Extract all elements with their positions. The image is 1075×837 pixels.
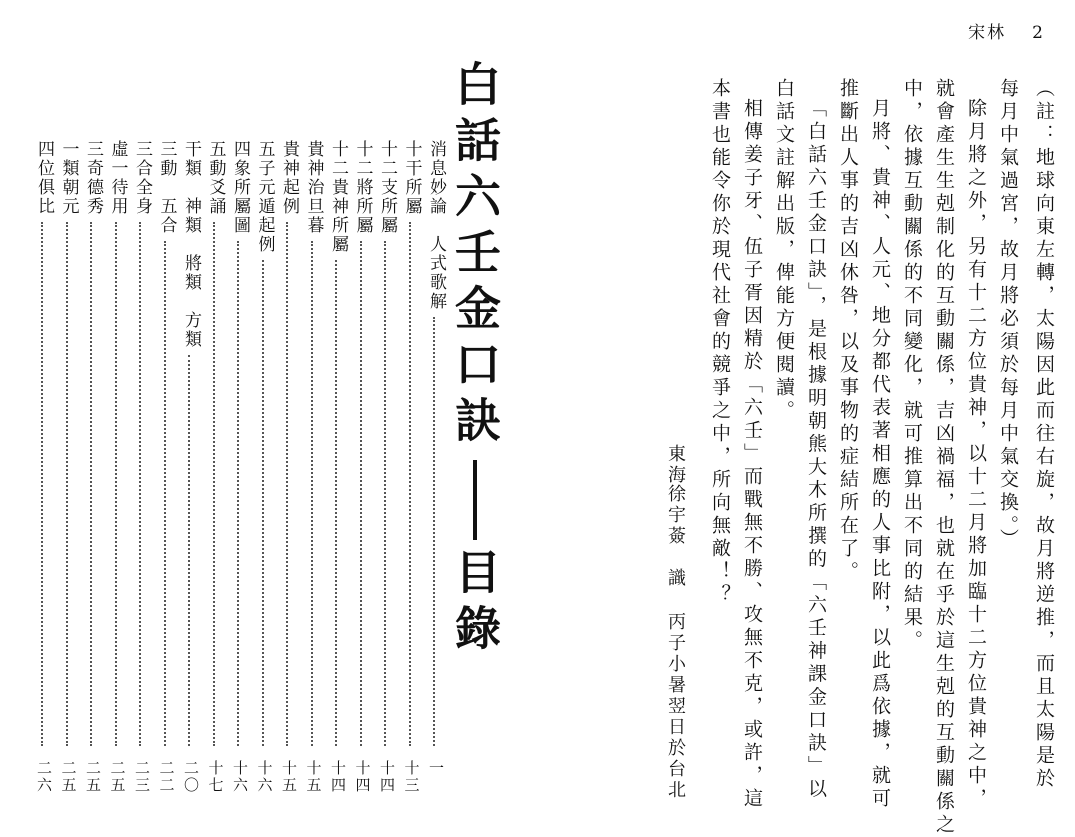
toc-entry[interactable] <box>81 140 103 800</box>
signature-location: 東海 <box>665 444 686 486</box>
toc-entry[interactable] <box>130 140 152 800</box>
toc-entry-label: 五子元遁起例 <box>254 140 275 254</box>
toc-entry-label: 三奇德秀 <box>83 140 103 216</box>
toc-leader-dots <box>433 317 435 746</box>
book-title <box>448 60 502 660</box>
toc-leader-dots <box>286 222 288 746</box>
toc-entry-label: 四位俱比 <box>34 140 54 216</box>
toc-leader-dots <box>66 222 68 746</box>
signature-date: 丙子小暑翌日於台北 <box>665 612 686 801</box>
preface-column: 推斷出人事的吉凶休咎，以及事物的症結所在了。 <box>837 78 859 584</box>
toc-leader-dots <box>115 222 117 746</box>
toc-entry-label: 貴神治旦暮 <box>303 140 324 235</box>
toc-entry-label: 消息妙論 人式歌解 <box>426 140 446 311</box>
toc-entry[interactable] <box>179 140 201 800</box>
toc-entry-page: 一 <box>427 760 445 777</box>
toc-entry-label: 四象所屬圖 <box>230 140 250 235</box>
toc-entry-page: 十四 <box>329 760 347 794</box>
toc-entry[interactable] <box>57 140 79 800</box>
header-page-number: 2 <box>1032 23 1045 43</box>
preface-column: 月將、貴神、人元、地分都代表著相應的人事比附，以此爲依據，就可 <box>869 98 891 811</box>
preface-column: 白話文註解出版，俾能方便閱讀。 <box>773 78 795 423</box>
toc-entry[interactable] <box>302 140 324 800</box>
toc-leader-dots <box>360 241 362 746</box>
toc-leader-dots <box>188 355 190 746</box>
preface-column: 「白話六壬金口訣」，是根據明朝熊大木所撰的「六壬神課金口訣」以 <box>805 98 827 802</box>
toc-entry-page: 二五 <box>59 760 78 794</box>
toc-leader-dots <box>335 260 337 746</box>
toc-leader-dots <box>213 222 215 746</box>
toc-entry[interactable] <box>204 140 226 800</box>
toc-entry[interactable] <box>253 140 275 800</box>
toc-entry-page: 二五 <box>108 760 127 794</box>
toc-entry[interactable] <box>326 140 348 800</box>
toc-entry-page: 二三 <box>133 760 151 794</box>
toc-entry[interactable] <box>106 140 128 800</box>
toc-entry-page: 二〇 <box>182 760 200 794</box>
toc-entry-page: 十七 <box>206 760 225 794</box>
preface-column: 每月中氣過宮，故月將必須於每月中氣交換。） <box>997 78 1019 552</box>
toc-entry[interactable] <box>400 140 422 800</box>
running-header <box>968 18 1045 43</box>
toc-entry-page: 二五 <box>84 760 102 794</box>
toc-entry-page: 十四 <box>378 760 396 794</box>
preface-column: 中，依據互動關係的不同變化，就可推算出不同的結果。 <box>901 78 923 653</box>
toc-entry-label: 十二將所屬 <box>352 140 373 235</box>
toc-entry[interactable] <box>351 140 373 800</box>
toc-entry-label: 三動 五合 <box>156 140 177 235</box>
preface-column: （註：地球向東左轉，太陽因此而往右旋，故月將逆推，而且太陽是於 <box>1033 78 1055 791</box>
toc-entry-page: 十五 <box>280 760 298 794</box>
preface-column: 就會產生生剋制化的互動關係，吉凶禍福，也就在乎於這生剋的互動關係之 <box>933 78 955 837</box>
toc-leader-dots <box>41 222 43 746</box>
toc-entry[interactable] <box>32 140 54 800</box>
toc-entry[interactable] <box>424 140 446 800</box>
book-title-text: 白話六壬金口訣 <box>448 60 502 452</box>
toc-leader-dots <box>139 222 141 746</box>
toc-entry-label: 虛一待用 <box>107 140 128 216</box>
title-dash <box>473 460 477 540</box>
contents-heading: 目錄 <box>448 548 502 660</box>
toc-entry-page: 十六 <box>231 760 249 794</box>
toc-entry-page: 十五 <box>304 760 323 794</box>
toc-leader-dots <box>311 241 313 746</box>
preface-column: 相傳姜子牙、伍子胥因精於「六壬」而戰無不勝、攻無不克，或許，這 <box>741 98 763 811</box>
toc-entry-label: 五動爻誦 <box>205 140 226 216</box>
preface-column: 除月將之外，另有十二方位貴神，以十二月將加臨十二方位貴神之中， <box>965 98 987 811</box>
toc-leader-dots <box>262 260 264 746</box>
toc-entry-page: 二二 <box>157 760 176 794</box>
toc-entry[interactable] <box>277 140 299 800</box>
toc-leader-dots <box>90 222 92 746</box>
toc-entry-label: 干類 神類 將類 方類 <box>181 140 201 349</box>
toc-entry-page: 二六 <box>35 760 53 794</box>
toc-leader-dots <box>164 241 166 746</box>
toc-entry-label: 三合全身 <box>132 140 152 216</box>
toc-leader-dots <box>384 241 386 746</box>
toc-entry[interactable] <box>228 140 250 800</box>
toc-entry-label: 貴神起例 <box>279 140 299 216</box>
preface-column: 本書也能令你於現代社會的競爭之中，所向無敵！？ <box>709 78 731 607</box>
signature-name: 徐宇薟 <box>665 484 686 547</box>
toc-entry-label: 十干所屬 <box>401 140 422 216</box>
toc-leader-dots <box>237 241 239 746</box>
toc-entry-label: 一類朝元 <box>58 140 79 216</box>
toc-entry[interactable] <box>375 140 397 800</box>
toc-leader-dots <box>409 222 411 746</box>
toc-entry-page: 十六 <box>255 760 274 794</box>
toc-entry-page: 十三 <box>402 760 421 794</box>
toc-entry-page: 十四 <box>353 760 372 794</box>
toc-entry-label: 十二貴神所屬 <box>328 140 348 254</box>
toc-entry-label: 十二支所屬 <box>377 140 397 235</box>
signature-role: 識 <box>665 568 686 589</box>
toc-entry[interactable] <box>155 140 177 800</box>
header-title: 宋林 <box>968 23 1007 43</box>
